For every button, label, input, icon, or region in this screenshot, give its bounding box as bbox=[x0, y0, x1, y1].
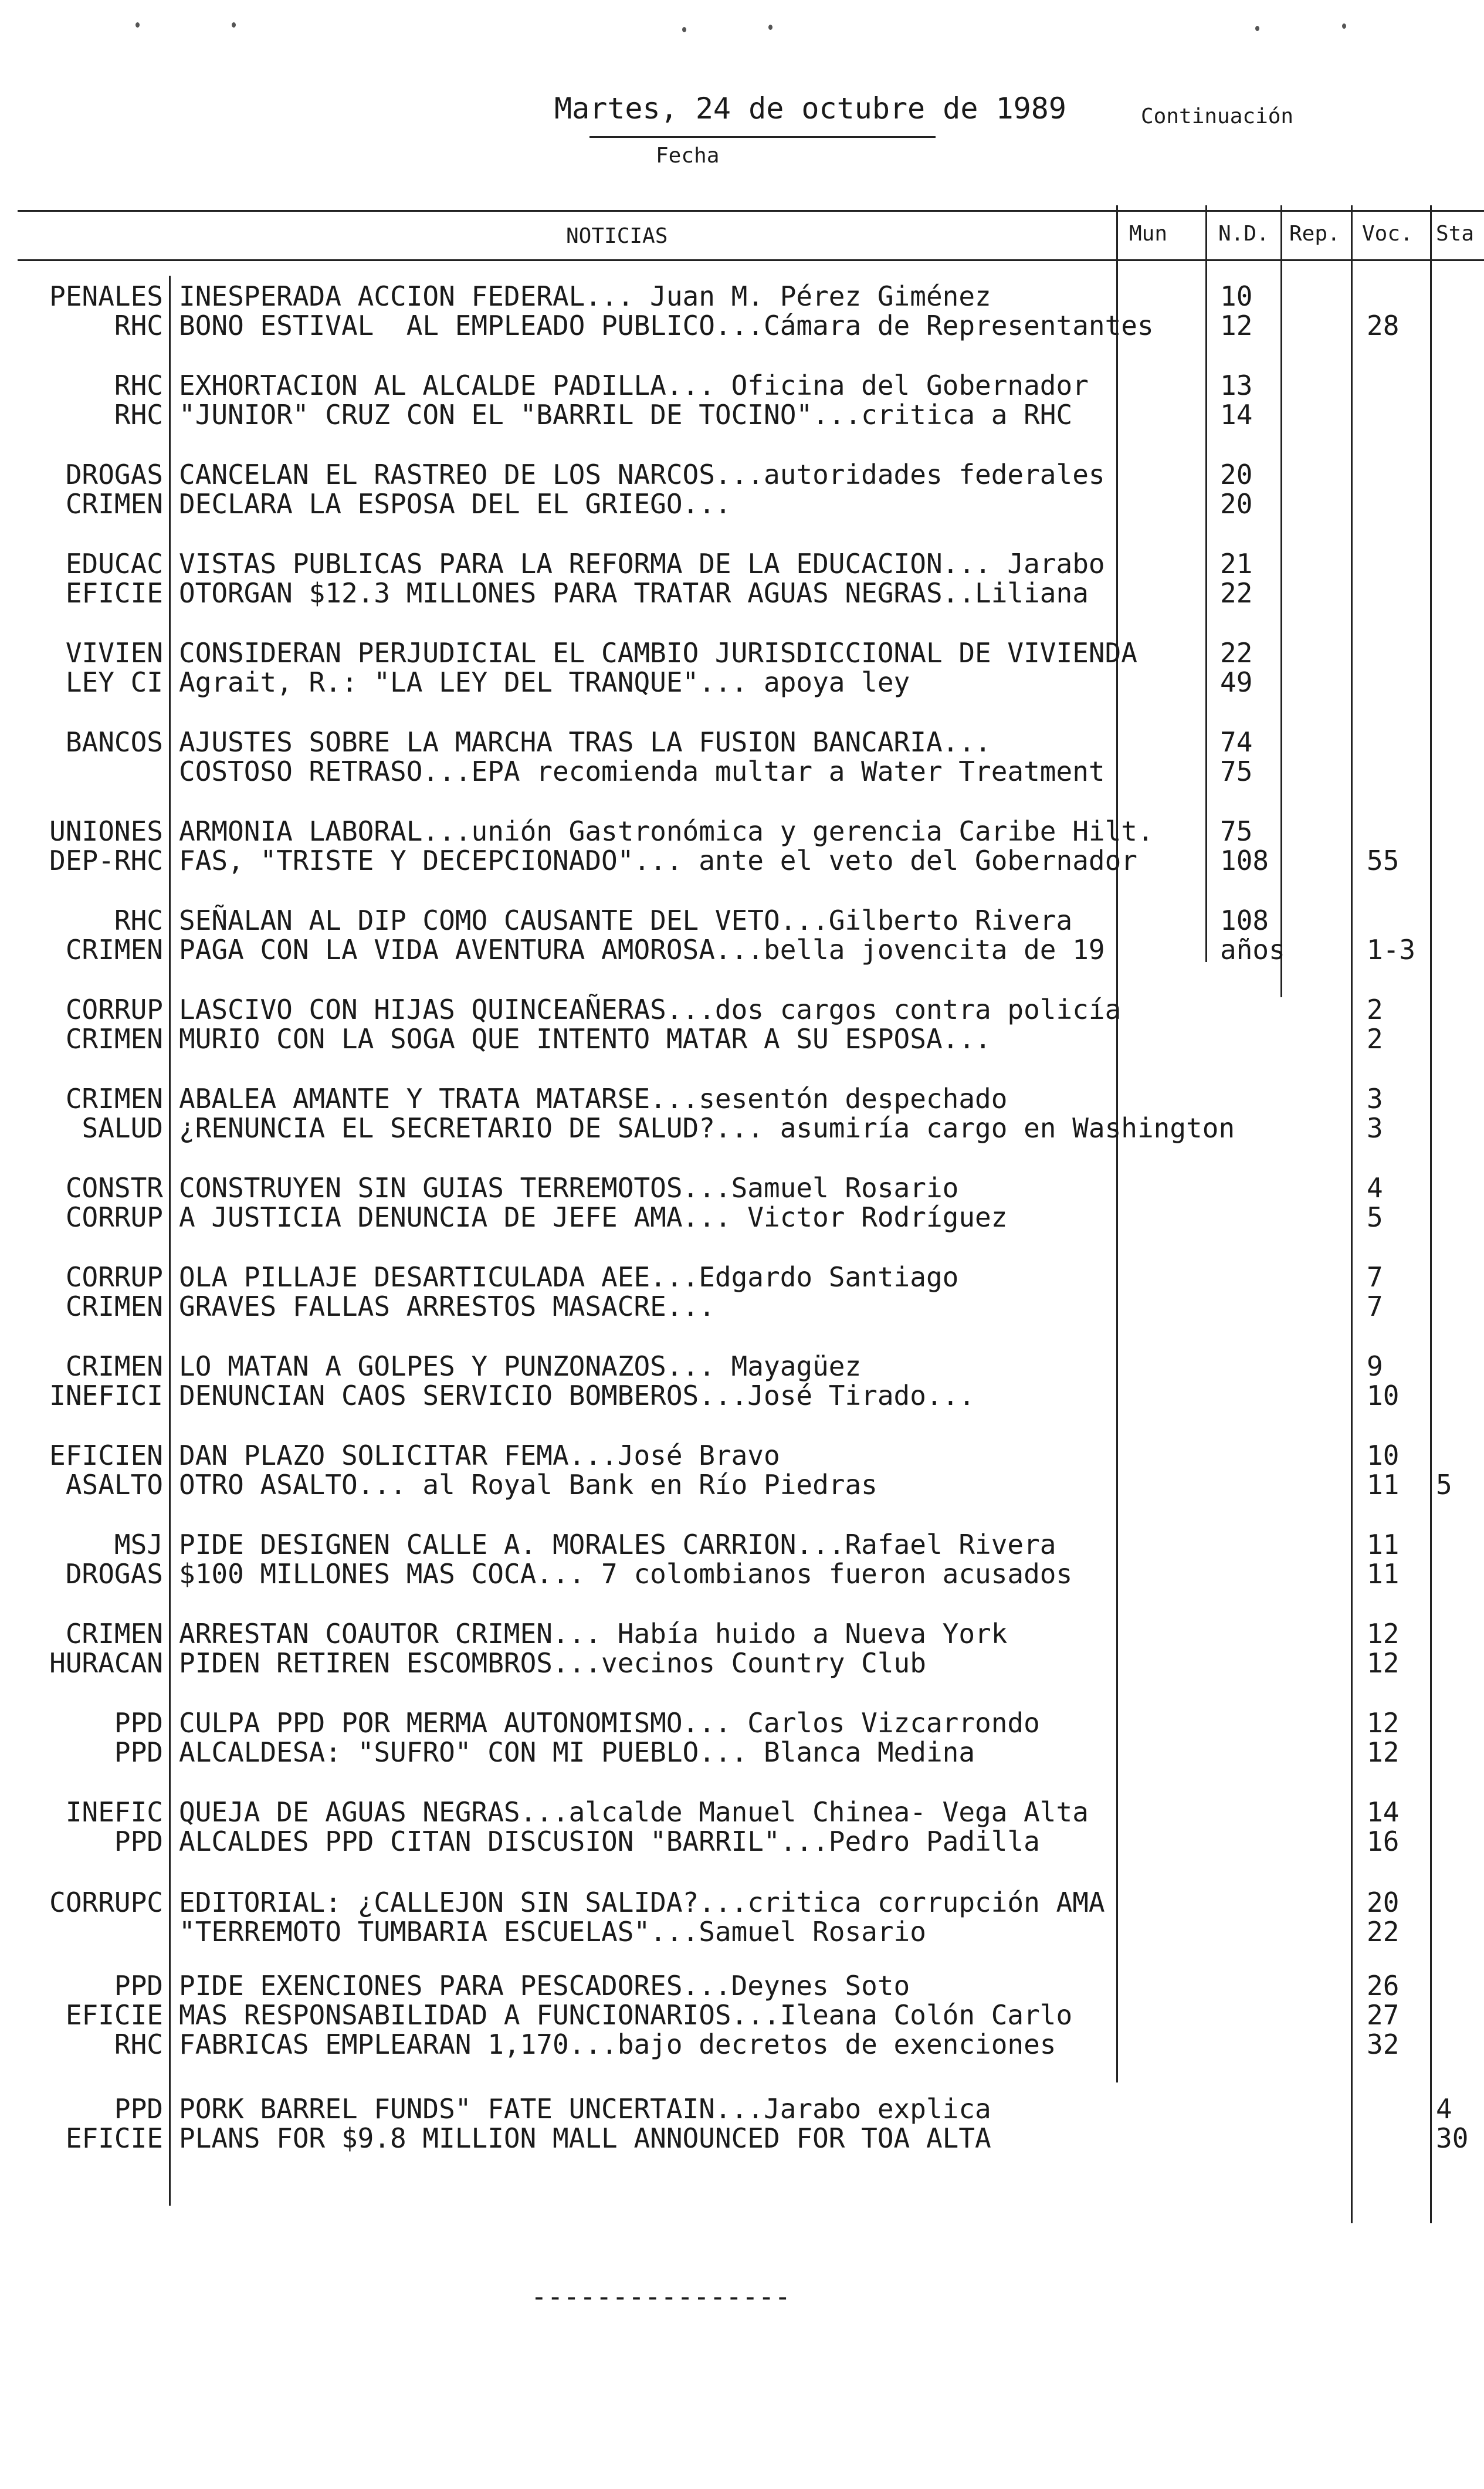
row-headline: DAN PLAZO SOLICITAR FEMA...José Bravo bbox=[179, 1440, 780, 1471]
row-category: CRIMEN bbox=[65, 1618, 163, 1650]
row-headline: CANCELAN EL RASTREO DE LOS NARCOS...autoridades federales bbox=[179, 459, 1105, 490]
row-category: PPD bbox=[114, 1970, 163, 2002]
col-divider-rep bbox=[1280, 205, 1282, 997]
row-headline: OLA PILLAJE DESARTICULADA AEE...Edgardo Santiago bbox=[179, 1261, 959, 1293]
row-nd-page: 12 bbox=[1220, 310, 1253, 341]
row-category: CONSTR bbox=[65, 1172, 163, 1204]
row-headline: PIDE EXENCIONES PARA PESCADORES...Deynes Soto bbox=[179, 1970, 910, 2002]
row-nd-page: 75 bbox=[1220, 815, 1253, 847]
col-header-voc: Voc. bbox=[1362, 222, 1413, 246]
binder-dot bbox=[682, 27, 686, 32]
row-voc-page: 1-3 bbox=[1367, 934, 1416, 966]
row-nd-page: 75 bbox=[1220, 756, 1253, 787]
row-voc-page: 32 bbox=[1367, 2029, 1400, 2060]
date-text: Martes, 24 de octubre de 1989 bbox=[554, 92, 1066, 126]
row-category: CRIMEN bbox=[65, 1083, 163, 1115]
row-voc-page: 7 bbox=[1367, 1291, 1383, 1322]
row-headline: PIDEN RETIREN ESCOMBROS...vecinos Country Club bbox=[179, 1647, 926, 1679]
row-category: DROGAS bbox=[65, 1558, 163, 1590]
row-voc-page: 10 bbox=[1367, 1440, 1400, 1471]
col-header-noticias: NOTICIAS bbox=[566, 224, 668, 248]
row-voc-page: 27 bbox=[1367, 1999, 1400, 2031]
row-category: RHC bbox=[114, 399, 163, 431]
row-voc-page: 26 bbox=[1367, 1970, 1400, 2002]
row-nd-page: 20 bbox=[1220, 459, 1253, 490]
row-headline: $100 MILLONES MAS COCA... 7 colombianos fueron acusados bbox=[179, 1558, 1073, 1590]
col-header-sta: Sta bbox=[1436, 222, 1475, 246]
row-voc-page: 20 bbox=[1367, 1887, 1400, 1918]
row-voc-page: 4 bbox=[1367, 1172, 1383, 1204]
row-voc-page: 2 bbox=[1367, 1023, 1383, 1055]
row-nd-page: 10 bbox=[1220, 280, 1253, 312]
row-nd-page: 108 bbox=[1220, 845, 1269, 876]
footer-dashes: ---------------- bbox=[531, 2281, 791, 2312]
row-headline: EDITORIAL: ¿CALLEJON SIN SALIDA?...critica corrupción AMA bbox=[179, 1887, 1105, 1918]
row-category: PPD bbox=[114, 1707, 163, 1739]
table-header-rule bbox=[18, 259, 1484, 261]
col-divider-category bbox=[169, 276, 171, 2206]
row-voc-page: 2 bbox=[1367, 994, 1383, 1025]
row-category: RHC bbox=[114, 2029, 163, 2060]
row-headline: FABRICAS EMPLEARAN 1,170...bajo decretos de exenciones bbox=[179, 2029, 1056, 2060]
row-headline: MURIO CON LA SOGA QUE INTENTO MATAR A SU ESPOSA... bbox=[179, 1023, 991, 1055]
col-header-nd: N.D. bbox=[1218, 222, 1269, 246]
table-top-rule bbox=[18, 210, 1484, 212]
row-headline: BONO ESTIVAL AL EMPLEADO PUBLICO...Cámara de Representantes bbox=[179, 310, 1154, 341]
row-category: SALUD bbox=[82, 1112, 163, 1144]
row-nd-page: 14 bbox=[1220, 399, 1253, 431]
row-headline: LASCIVO CON HIJAS QUINCEAÑERAS...dos cargos contra policía bbox=[179, 994, 1122, 1025]
row-nd-page: 20 bbox=[1220, 488, 1253, 520]
row-headline: ALCALDESA: "SUFRO" CON MI PUEBLO... Blanca Medina bbox=[179, 1736, 975, 1768]
row-headline: DECLARA LA ESPOSA DEL EL GRIEGO... bbox=[179, 488, 731, 520]
row-category: CRIMEN bbox=[65, 1291, 163, 1322]
col-header-mun: Mun bbox=[1129, 222, 1168, 246]
row-headline: ALCALDES PPD CITAN DISCUSION "BARRIL"...Pedro Padilla bbox=[179, 1826, 1040, 1857]
row-headline: PIDE DESIGNEN CALLE A. MORALES CARRION...Rafael Rivera bbox=[179, 1529, 1056, 1560]
row-category: CRIMEN bbox=[65, 488, 163, 520]
binder-dot bbox=[232, 22, 236, 28]
row-category: RHC bbox=[114, 370, 163, 401]
row-category: INEFICI bbox=[49, 1380, 163, 1411]
row-category: ASALTO bbox=[65, 1469, 163, 1501]
row-headline: PAGA CON LA VIDA AVENTURA AMOROSA...bella jovencita de 19 bbox=[179, 934, 1105, 966]
row-voc-page: 12 bbox=[1367, 1618, 1400, 1650]
row-nd-page: años bbox=[1220, 934, 1285, 966]
binder-dot bbox=[135, 22, 140, 28]
row-sta-page: 4 bbox=[1436, 2093, 1452, 2125]
row-voc-page: 22 bbox=[1367, 1916, 1400, 1948]
row-headline: ARMONIA LABORAL...unión Gastronómica y gerencia Caribe Hilt. bbox=[179, 815, 1154, 847]
row-headline: CULPA PPD POR MERMA AUTONOMISMO... Carlos Vizcarrondo bbox=[179, 1707, 1040, 1739]
row-nd-page: 13 bbox=[1220, 370, 1253, 401]
row-nd-page: 21 bbox=[1220, 548, 1253, 580]
row-voc-page: 7 bbox=[1367, 1261, 1383, 1293]
col-header-rep: Rep. bbox=[1289, 222, 1340, 246]
row-nd-page: 74 bbox=[1220, 726, 1253, 758]
row-category: VIVIEN bbox=[65, 637, 163, 669]
row-nd-page: 49 bbox=[1220, 666, 1253, 698]
row-voc-page: 10 bbox=[1367, 1380, 1400, 1411]
row-category: EFICIE bbox=[65, 2122, 163, 2154]
row-category: CORRUPC bbox=[49, 1887, 163, 1918]
row-voc-page: 11 bbox=[1367, 1529, 1400, 1560]
row-headline: OTORGAN $12.3 MILLONES PARA TRATAR AGUAS NEGRAS..Liliana bbox=[179, 577, 1089, 609]
row-voc-page: 3 bbox=[1367, 1083, 1383, 1115]
row-category: BANCOS bbox=[65, 726, 163, 758]
row-headline: LO MATAN A GOLPES Y PUNZONAZOS... Mayagüez bbox=[179, 1350, 862, 1382]
row-voc-page: 12 bbox=[1367, 1707, 1400, 1739]
row-category: PPD bbox=[114, 1826, 163, 1857]
col-divider-sta bbox=[1430, 205, 1432, 2223]
row-category: PENALES bbox=[49, 280, 163, 312]
row-category: PPD bbox=[114, 1736, 163, 1768]
row-nd-page: 22 bbox=[1220, 577, 1253, 609]
row-category: CRIMEN bbox=[65, 934, 163, 966]
row-headline: EXHORTACION AL ALCALDE PADILLA... Oficina del Gobernador bbox=[179, 370, 1089, 401]
row-headline: ARRESTAN COAUTOR CRIMEN... Había huido a Nueva York bbox=[179, 1618, 1008, 1650]
row-headline: OTRO ASALTO... al Royal Bank en Río Piedras bbox=[179, 1469, 877, 1501]
row-voc-page: 16 bbox=[1367, 1826, 1400, 1857]
binder-dot bbox=[768, 25, 773, 30]
date-underline bbox=[589, 136, 936, 138]
row-category: UNIONES bbox=[49, 815, 163, 847]
row-headline: CONSTRUYEN SIN GUIAS TERREMOTOS...Samuel Rosario bbox=[179, 1172, 959, 1204]
continuation-label: Continuación bbox=[1141, 104, 1294, 128]
row-category: CORRUP bbox=[65, 994, 163, 1025]
row-headline: PORK BARREL FUNDS" FATE UNCERTAIN...Jarabo explica bbox=[179, 2093, 991, 2125]
row-voc-page: 12 bbox=[1367, 1647, 1400, 1679]
row-headline: CONSIDERAN PERJUDICIAL EL CAMBIO JURISDICCIONAL DE VIVIENDA bbox=[179, 637, 1137, 669]
row-category: LEY CI bbox=[65, 666, 163, 698]
row-category: CORRUP bbox=[65, 1201, 163, 1233]
binder-dot bbox=[1342, 23, 1346, 29]
row-headline: ¿RENUNCIA EL SECRETARIO DE SALUD?... asumiría cargo en Washington bbox=[179, 1112, 1235, 1144]
row-headline: SEÑALAN AL DIP COMO CAUSANTE DEL VETO...Gilberto Rivera bbox=[179, 905, 1073, 936]
row-category: DROGAS bbox=[65, 459, 163, 490]
row-category: DEP-RHC bbox=[49, 845, 163, 876]
row-headline: FAS, "TRISTE Y DECEPCIONADO"... ante el veto del Gobernador bbox=[179, 845, 1137, 876]
row-voc-page: 5 bbox=[1367, 1201, 1383, 1233]
binder-dot bbox=[1255, 26, 1259, 31]
row-headline: "JUNIOR" CRUZ CON EL "BARRIL DE TOCINO"...critica a RHC bbox=[179, 399, 1073, 431]
row-category: CORRUP bbox=[65, 1261, 163, 1293]
col-divider-nd bbox=[1205, 205, 1207, 962]
row-category: HURACAN bbox=[49, 1647, 163, 1679]
row-sta-page: 5 bbox=[1436, 1469, 1452, 1501]
date-label: Fecha bbox=[656, 144, 720, 168]
row-headline: Agrait, R.: "LA LEY DEL TRANQUE"... apoya ley bbox=[179, 666, 910, 698]
row-voc-page: 14 bbox=[1367, 1796, 1400, 1828]
col-divider-mun bbox=[1116, 205, 1118, 2082]
row-voc-page: 28 bbox=[1367, 310, 1400, 341]
row-voc-page: 11 bbox=[1367, 1469, 1400, 1501]
row-nd-page: 108 bbox=[1220, 905, 1269, 936]
row-voc-page: 12 bbox=[1367, 1736, 1400, 1768]
row-nd-page: 22 bbox=[1220, 637, 1253, 669]
row-category: PPD bbox=[114, 2093, 163, 2125]
row-headline: VISTAS PUBLICAS PARA LA REFORMA DE LA EDUCACION... Jarabo bbox=[179, 548, 1105, 580]
row-headline: INESPERADA ACCION FEDERAL... Juan M. Pérez Giménez bbox=[179, 280, 991, 312]
row-voc-page: 3 bbox=[1367, 1112, 1383, 1144]
row-category: EFICIEN bbox=[49, 1440, 163, 1471]
row-headline: "TERREMOTO TUMBARIA ESCUELAS"...Samuel Rosario bbox=[179, 1916, 926, 1948]
row-category: INEFIC bbox=[65, 1796, 163, 1828]
row-category: EFICIE bbox=[65, 1999, 163, 2031]
row-category: EFICIE bbox=[65, 577, 163, 609]
row-category: CRIMEN bbox=[65, 1350, 163, 1382]
row-headline: QUEJA DE AGUAS NEGRAS...alcalde Manuel Chinea- Vega Alta bbox=[179, 1796, 1089, 1828]
row-voc-page: 9 bbox=[1367, 1350, 1383, 1382]
row-category: RHC bbox=[114, 310, 163, 341]
row-headline: A JUSTICIA DENUNCIA DE JEFE AMA... Victor Rodríguez bbox=[179, 1201, 1008, 1233]
row-headline: DENUNCIAN CAOS SERVICIO BOMBEROS...José Tirado... bbox=[179, 1380, 975, 1411]
row-category: EDUCAC bbox=[65, 548, 163, 580]
row-category: CRIMEN bbox=[65, 1023, 163, 1055]
row-category: RHC bbox=[114, 905, 163, 936]
row-category: MSJ bbox=[114, 1529, 163, 1560]
row-headline: AJUSTES SOBRE LA MARCHA TRAS LA FUSION BANCARIA... bbox=[179, 726, 991, 758]
row-sta-page: 30 bbox=[1436, 2122, 1469, 2154]
row-voc-page: 55 bbox=[1367, 845, 1400, 876]
row-headline: COSTOSO RETRASO...EPA recomienda multar a Water Treatment bbox=[179, 756, 1105, 787]
row-headline: PLANS FOR $9.8 MILLION MALL ANNOUNCED FOR TOA ALTA bbox=[179, 2122, 991, 2154]
col-divider-voc bbox=[1351, 205, 1353, 2223]
row-voc-page: 11 bbox=[1367, 1558, 1400, 1590]
row-headline: GRAVES FALLAS ARRESTOS MASACRE... bbox=[179, 1291, 715, 1322]
row-headline: MAS RESPONSABILIDAD A FUNCIONARIOS...Ileana Colón Carlo bbox=[179, 1999, 1073, 2031]
row-headline: ABALEA AMANTE Y TRATA MATARSE...sesentón despechado bbox=[179, 1083, 1008, 1115]
